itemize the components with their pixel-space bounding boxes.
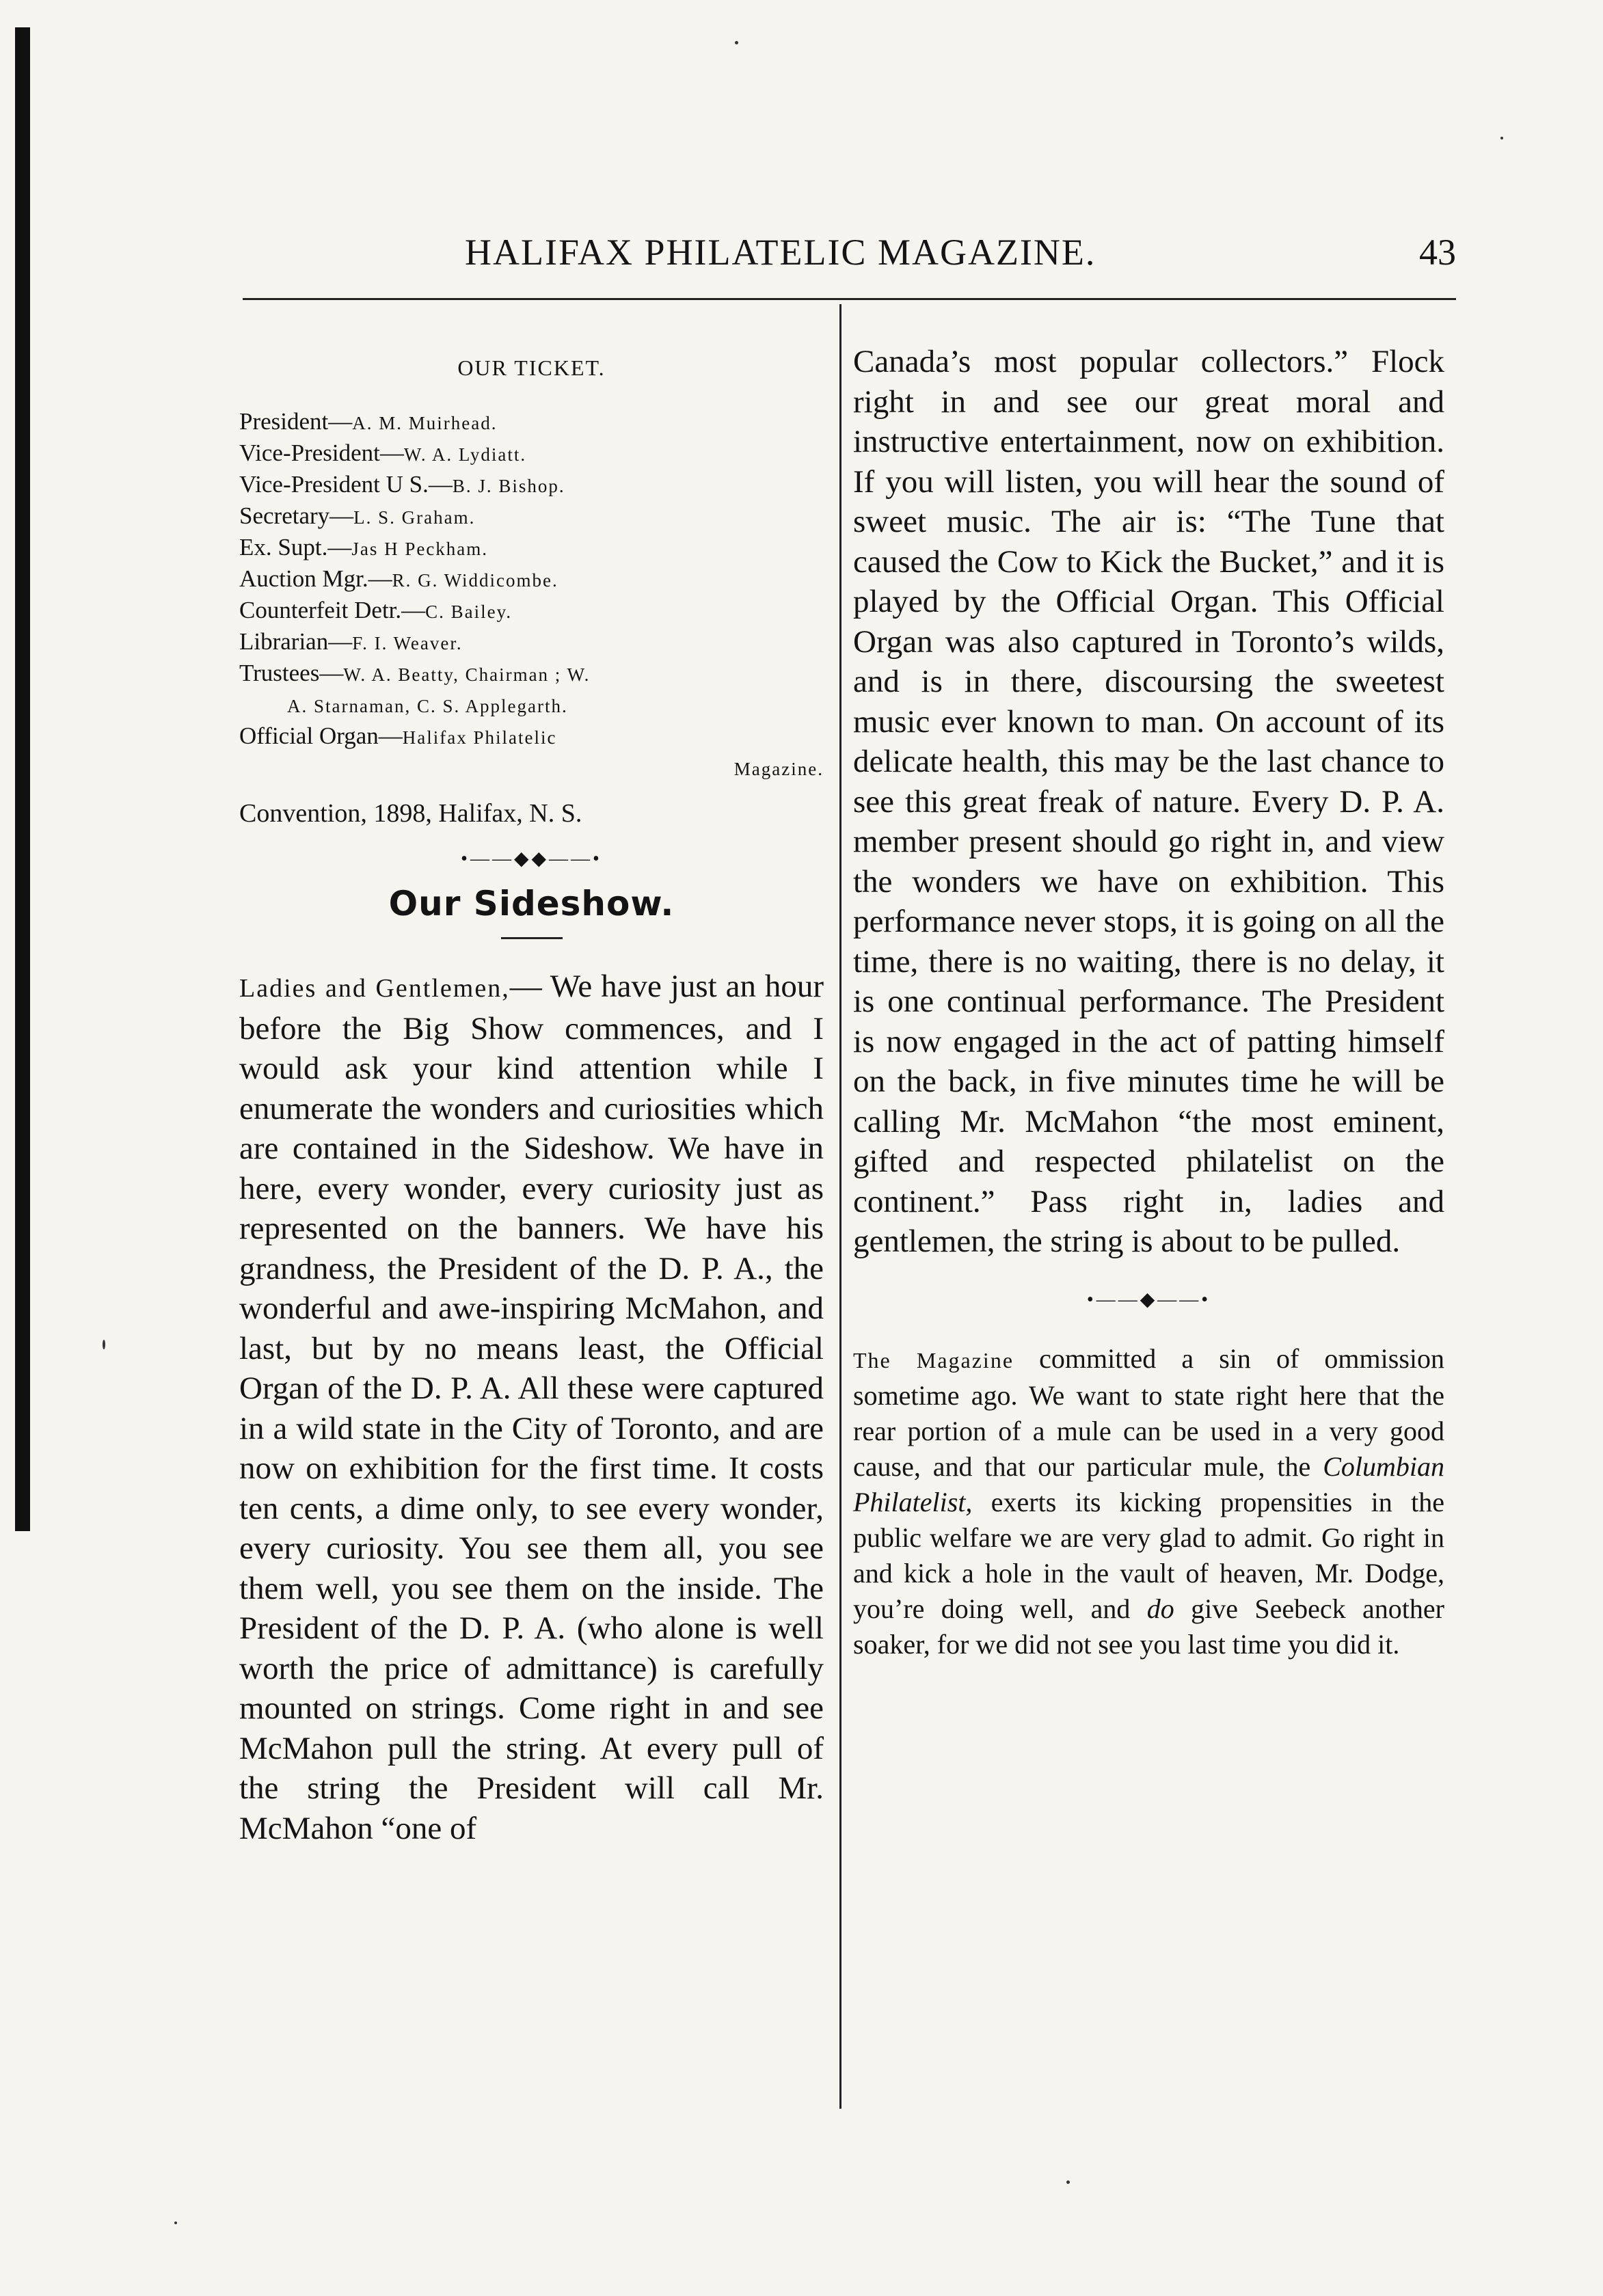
ticket-line: [239, 658, 824, 690]
ticket-name: W. A. Lydiatt.: [403, 444, 527, 465]
ticket-label: Vice-President—: [239, 440, 404, 466]
ticket-line: [239, 721, 824, 753]
column-divider: [839, 304, 841, 2109]
article-heading: Our Sideshow.: [388, 884, 675, 923]
ticket-line: [239, 407, 824, 438]
ticket-name: L. S. Graham.: [353, 507, 476, 528]
running-title: HALIFAX PHILATELIC MAGAZINE.: [465, 232, 1096, 273]
note-italic: do: [1146, 1593, 1174, 1624]
ticket-name: Halifax Philatelic: [402, 727, 557, 748]
page-number: 43: [1419, 232, 1456, 273]
article-text-left: — We have just an hour before the Big Show commences, and I would ask your kind attention while I enumerate the wonders and curiosities which are contained in the Sideshow. We have in here, every wonder, every curiosity just as represented on the banners. We have his grandness, the President of the D. P. A., the wonderful and awe-inspiring McMahon, and last, but by no means least, the Official Organ of the D. P. A. All these were captured in a wild state in the City of Toronto, and are now on exhibition for the first time. It costs ten cents, a dime only, to see every wonder, every curiosity. You see them all, you see them well, you see them on the inside. The President of the D. P. A. (who alone is well worth the price of admittance) is carefully mounted on strings. Come right in and see McMahon pull the string. At every pull of the string the President will call Mr. McMahon “one of: [239, 969, 824, 1846]
scan-edge-bar: [15, 27, 30, 1531]
ornament-divider: •——◆◆——•: [461, 848, 602, 869]
ticket-line: [239, 470, 824, 501]
heading-rule: [501, 937, 563, 939]
ticket-line: [239, 627, 824, 658]
ticket-line: [239, 753, 824, 784]
ticket-line: [239, 501, 824, 532]
ticket-line: [239, 438, 824, 470]
ticket-name: Jas H Peckham.: [351, 539, 489, 559]
ticket-label: Counterfeit Detr.—: [239, 597, 426, 623]
ticket-name: C. Bailey.: [425, 602, 513, 622]
article-body-right: Canada’s most popular collectors.” Flock right in and see our great moral and instructive entertainment, now on exhibition. If you will listen, you will hear the sound of sweet music. The air is: “The Tune that caused the Cow to Kick the Bucket,” and it is played by the Official Organ. This Official Organ was also captured in Toronto’s wilds, and is in there, discoursing the sweetest music ever known to man. On account of its delicate health, this may be the last chance to see this great freak of nature. Every D. P. A. member present should go right in, and view the wonders we have on exhibition. This performance never stops, it is going on all the time, there is no waiting, there is no delay, it is one continual performance. The President is now engaged in the act of patting himself on the back, in five minutes time he will be calling Mr. McMahon “the most eminent, gifted and respected philatelist on the continent.” Pass right in, ladies and gentlemen, the string is about to be pulled.: [853, 344, 1444, 1259]
ticket-label: Auction Mgr.—: [239, 565, 392, 592]
ticket-name: A. M. Muirhead.: [352, 413, 498, 433]
scan-speck: [1500, 137, 1503, 139]
header-rule: [243, 298, 1456, 300]
note-text: give Seebeck another soaker, for we did not see you last time you did it.: [853, 1593, 1444, 1660]
ticket-name: W. A. Beatty, Chairman ; W.: [343, 664, 591, 685]
note-text: committed a sin of ommission sometime ago. We want to state right here that the rear portion of a mule can be used in a very good cause, and that our particular mule, the: [853, 1342, 1445, 1482]
ticket-name: R. G. Widdicombe.: [392, 570, 558, 591]
note-lead: The Magazine: [853, 1347, 1014, 1373]
ticket-name: A. Starnaman, C. S. Applegarth.: [287, 696, 568, 716]
salutation: Ladies and Gentlemen,: [239, 974, 510, 1003]
ticket-name: F. I. Weaver.: [352, 633, 463, 653]
ticket-label: Librarian—: [239, 628, 353, 655]
scan-speck: [735, 41, 738, 44]
ticket-name: Magazine.: [733, 759, 824, 779]
convention-line: Convention, 1898, Halifax, N. S.: [239, 799, 582, 828]
ticket-label: Secretary—: [239, 502, 354, 529]
ticket-label: Official Organ—: [239, 722, 403, 749]
ticket-heading: OUR TICKET.: [457, 355, 606, 380]
note-italic: Columbian Philatelist,: [853, 1450, 1444, 1517]
ticket-name: B. J. Bishop.: [452, 476, 565, 496]
ticket-line: [239, 690, 824, 721]
scan-speck: [1066, 2180, 1070, 2184]
page-header: [239, 231, 1456, 293]
ticket-label: Vice-President U S.—: [239, 471, 453, 498]
ticket-line: [239, 595, 824, 627]
right-column: [853, 342, 1444, 1662]
ticket-label: Ex. Supt.—: [239, 534, 352, 561]
ticket-label: Trustees—: [239, 660, 344, 686]
note-text: exerts its kicking propensities in the public welfare we are very glad to admit. Go right in and kick a hole in the vault of heaven, Mr. Dodge, you’re doing well, and: [853, 1486, 1444, 1624]
scan-speck: [103, 1340, 105, 1349]
magazine-note: [853, 1341, 1444, 1662]
ticket-line: [239, 532, 824, 564]
ticket-label: President—: [239, 408, 353, 435]
left-column: [239, 335, 824, 1848]
ticket-line: [239, 564, 824, 595]
article-body-left: [239, 967, 824, 1848]
scan-speck: [174, 2221, 177, 2224]
ticket-list: [239, 407, 824, 784]
ornament-divider: •——◆——•: [1086, 1288, 1211, 1310]
